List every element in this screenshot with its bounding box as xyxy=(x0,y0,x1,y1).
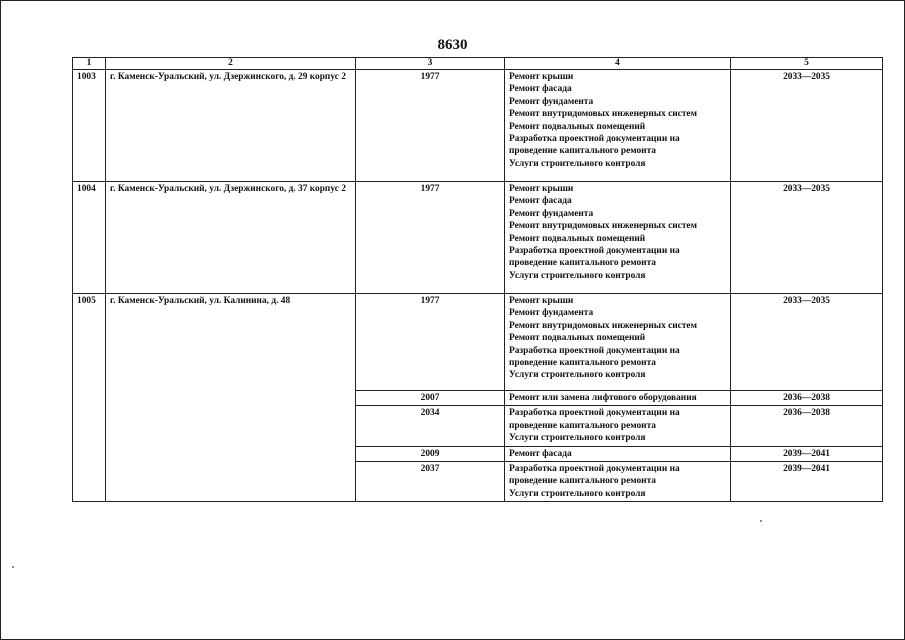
work-item: Ремонт крыши xyxy=(509,296,574,306)
scan-speck xyxy=(12,566,14,568)
table-row xyxy=(73,70,883,182)
work-item: Услуги строительного контроля xyxy=(509,433,646,444)
work-item: Ремонт фасада xyxy=(509,448,572,459)
row-period: 2033—2035 xyxy=(731,294,883,391)
work-item: Ремонт фундамента xyxy=(509,208,594,219)
row-works xyxy=(505,462,731,502)
work-item: Разработка проектной документации на проведение капитального ремонта xyxy=(509,464,680,487)
table-header-row xyxy=(73,58,883,70)
row-works xyxy=(505,446,731,461)
work-item: Разработка проектной документации на проведение капитального ремонта xyxy=(509,246,680,269)
row-year: 2037 xyxy=(356,462,505,502)
work-item: Услуги строительного контроля xyxy=(509,370,646,381)
row-address: г. Каменск-Уральский, ул. Дзержинского, д. 37 корпус 2 xyxy=(106,182,356,294)
work-item: Разработка проектной документации на проведение капитального ремонта xyxy=(509,345,680,369)
work-item: Ремонт внутридомовых инженерных систем xyxy=(509,320,697,331)
row-year: 2034 xyxy=(356,406,505,446)
row-number: 1003 xyxy=(73,70,106,182)
capital-repair-table xyxy=(72,57,883,502)
row-number: 1004 xyxy=(73,182,106,294)
row-period: 2039—2041 xyxy=(731,462,883,502)
work-item: Ремонт подвальных помещений xyxy=(509,233,646,244)
work-item: Ремонт фундамента xyxy=(509,96,594,107)
row-year: 2009 xyxy=(356,446,505,461)
row-works xyxy=(505,182,731,294)
header-col-1: 1 xyxy=(73,58,106,70)
page-number: 8630 xyxy=(437,37,468,53)
row-address: г. Каменск-Уральский, ул. Дзержинского, д. 29 корпус 2 xyxy=(106,70,356,182)
row-period: 2036—2038 xyxy=(731,391,883,406)
row-period: 2033—2035 xyxy=(731,182,883,294)
work-item: Услуги строительного контроля xyxy=(509,270,646,281)
work-item: Ремонт или замена лифтового оборудования xyxy=(509,393,697,403)
row-works xyxy=(505,294,731,391)
work-item: Ремонт внутридомовых инженерных систем xyxy=(509,221,697,232)
work-item: Ремонт крыши xyxy=(509,72,574,82)
work-item: Разработка проектной документации на проведение капитального ремонта xyxy=(509,134,680,157)
row-year: 1977 xyxy=(356,182,505,294)
table-row xyxy=(73,182,883,294)
row-year: 2007 xyxy=(356,391,505,406)
row-address: г. Каменск-Уральский, ул. Калинина, д. 48 xyxy=(106,294,356,502)
row-period: 2036—2038 xyxy=(731,406,883,446)
row-works xyxy=(505,406,731,446)
work-item: Услуги строительного контроля xyxy=(509,158,646,169)
header-col-2: 2 xyxy=(106,58,356,70)
row-year: 1977 xyxy=(356,294,505,391)
header-col-4: 4 xyxy=(505,58,731,70)
row-works xyxy=(505,70,731,182)
work-item: Услуги строительного контроля xyxy=(509,488,646,499)
work-item: Ремонт фасада xyxy=(509,196,572,207)
row-period: 2033—2035 xyxy=(731,70,883,182)
work-item: Ремонт фасада xyxy=(509,84,572,95)
work-item: Ремонт внутридомовых инженерных систем xyxy=(509,109,697,120)
work-item: Ремонт подвальных помещений xyxy=(509,121,646,132)
row-works xyxy=(505,391,731,406)
work-item: Ремонт фундамента xyxy=(509,308,594,319)
header-col-5: 5 xyxy=(731,58,883,70)
header-col-3: 3 xyxy=(356,58,505,70)
scan-speck xyxy=(760,520,762,522)
row-period: 2039—2041 xyxy=(731,446,883,461)
table-row xyxy=(73,294,883,391)
work-item: Ремонт крыши xyxy=(509,184,574,194)
row-number: 1005 xyxy=(73,294,106,502)
work-item: Разработка проектной документации на проведение капитального ремонта xyxy=(509,408,680,431)
work-item: Ремонт подвальных помещений xyxy=(509,333,646,344)
row-year: 1977 xyxy=(356,70,505,182)
